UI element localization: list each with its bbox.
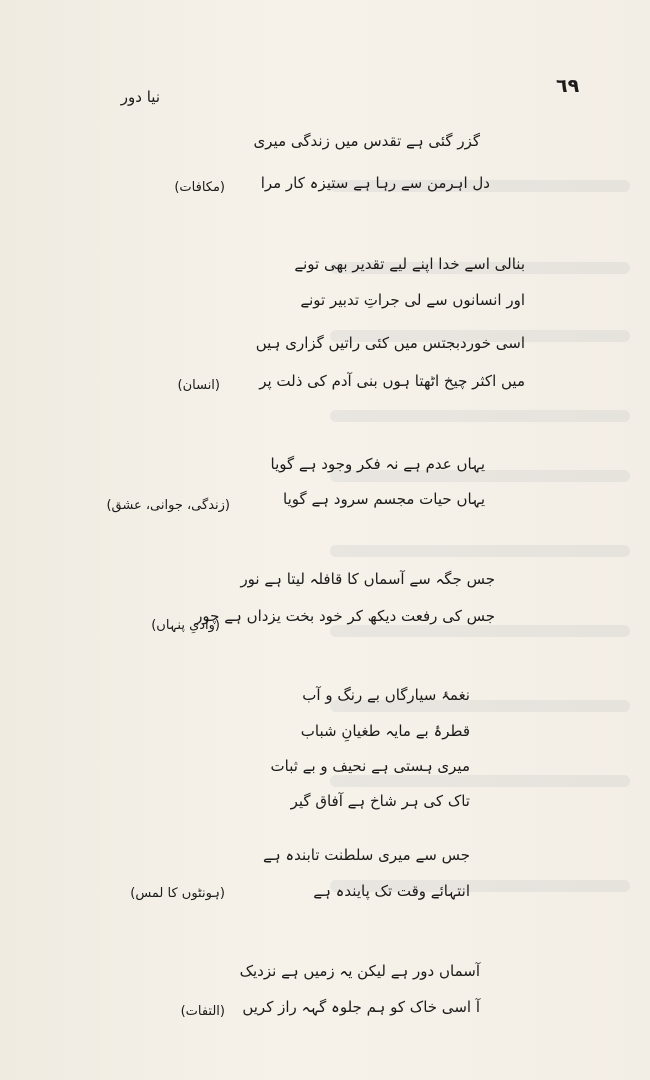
verse-line: اور انسانوں سے لی جراتِ تدبیر تونے — [300, 291, 525, 309]
verse-line: یہاں حیات مجسم سرود ہے گویا — [283, 490, 485, 508]
verse-line: آسماں دور ہے لیکن یہ زمیں ہے نزدیک — [239, 962, 480, 980]
poem-title: (مکافات) — [174, 180, 225, 195]
show-through-mark — [330, 625, 630, 637]
verse-line: دل اہرمن سے رہا ہے ستیزہ کار مرا — [260, 174, 490, 192]
poem-title: (زندگی، جوانی، عشق) — [106, 498, 230, 513]
page-number: ٦٩ — [556, 75, 580, 97]
verse-line: اسی خوردبجتس میں کئی راتیں گزاری ہیں — [255, 334, 525, 352]
show-through-mark — [330, 775, 630, 787]
verse-line: انتہائے وقت تک پایندہ ہے — [313, 882, 470, 900]
verse-line: یہاں عدم ہے نہ فکر وجود ہے گویا — [270, 455, 485, 473]
verse-line: آ اسی خاک کو ہم جلوہ گہہ راز کریں — [242, 998, 480, 1016]
show-through-mark — [330, 545, 630, 557]
running-header: نیا دور — [120, 88, 160, 106]
verse-line: قطرۂ بے مایہ طغیانِ شباب — [300, 722, 470, 740]
verse-line: تاک کی ہر شاخ ہے آفاق گیر — [290, 792, 470, 810]
poem-title: (التفات) — [180, 1004, 225, 1019]
verse-line: میں اکثر چیخ اٹھتا ہوں بنی آدم کی ذلت پر — [259, 372, 525, 390]
verse-line: گزر گئی ہے تقدس میں زندگی میری — [253, 132, 480, 150]
verse-line: میری ہستی ہے نحیف و بے ثبات — [270, 757, 470, 775]
verse-line: جس جگہ سے آسماں کا قافلہ لیتا ہے نور — [240, 570, 495, 588]
verse-line: نغمۂ سیارگاں بے رنگ و آب — [302, 686, 470, 704]
verse-line: جس کی رفعت دیکھ کر خود بخت یزداں ہے چور — [195, 607, 495, 625]
poem-title: (وادیِ پنہاں) — [151, 618, 220, 633]
verse-line: بنالی اسے خدا اپنے لیے تقدیر بھی تونے — [294, 255, 525, 273]
poem-title: (ہونٹوں کا لمس) — [130, 886, 225, 901]
show-through-mark — [330, 410, 630, 422]
poem-title: (انسان) — [177, 378, 220, 393]
verse-line: جس سے میری سلطنت تابندہ ہے — [263, 846, 470, 864]
